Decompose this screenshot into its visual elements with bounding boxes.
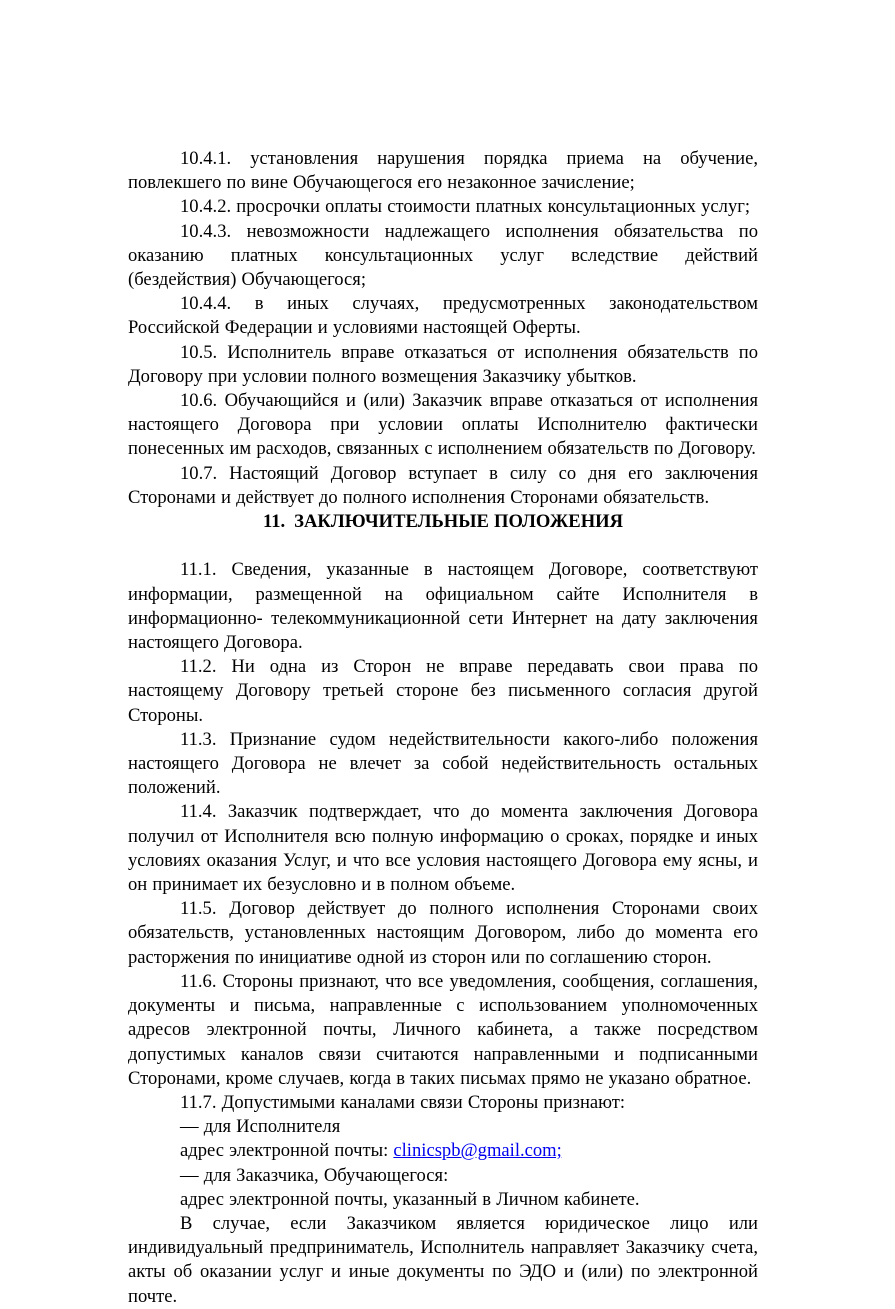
section-11-title: ЗАКЛЮЧИТЕЛЬНЫЕ ПОЛОЖЕНИЯ xyxy=(294,511,624,533)
customer-email-line: адрес электронной почты, указанный в Личном кабинете. xyxy=(180,1188,640,1210)
channel-customer-line: — для Заказчика, Обучающегося: xyxy=(180,1164,449,1186)
executor-email-line xyxy=(128,1139,758,1163)
clause-10-4-3: 10.4.3. невозможности надлежащего исполнения обязательства по оказанию платных консультационных услуг вследствие действий (бездействия) Обучающегося; xyxy=(128,220,758,291)
clause-11-1: 11.1. Сведения, указанные в настоящем Договоре, соответствуют информации, размещенной на официальном сайте Исполнителя в информационно- телекоммуникационной сети Интернет на дату заключения настоящего Договора. xyxy=(128,559,758,654)
final-clause: В случае, если Заказчиком является юридическое лицо или индивидуальный предприниматель, Исполнитель направляет Заказчику счета, акты об оказании услуг и иные документы по ЭДО и (или) по электронной почте. xyxy=(128,1212,758,1307)
clause-11-6: 11.6. Стороны признают, что все уведомления, сообщения, соглашения, документы и письма, направленные с использованием уполномоченных адресов электронной почты, Личного кабинета, а также посредством допустимых каналов связи считаются направленными и подписанными Сторонами, кроме случаев, когда в таких письмах прямо не указано обратное. xyxy=(128,970,758,1089)
channel-executor-line: — для Исполнителя xyxy=(180,1116,341,1138)
executor-email-prefix: адрес электронной почты: xyxy=(180,1140,394,1162)
clause-10-6: 10.6. Обучающийся и (или) Заказчик вправе отказаться от исполнения настоящего Договора при условии оплаты Исполнителю фактически понесенных им расходов, связанных с исполнением обязательств по Договору. xyxy=(128,390,758,460)
clause-10-4-4: 10.4.4. в иных случаях, предусмотренных законодательством Российской Федерации и условиями настоящей Оферты. xyxy=(128,293,758,339)
clause-10-4-1: 10.4.1. установления нарушения порядка приема на обучение, повлекшего по вине Обучающегося его незаконное зачисление; xyxy=(128,148,758,194)
section-11-number: 11. xyxy=(262,511,286,533)
clause-11-7: 11.7. Допустимыми каналами связи Стороны признают: xyxy=(180,1091,626,1113)
clause-11-4: 11.4. Заказчик подтверждает, что до момента заключения Договора получил от Исполнителя всю полную информацию о сроках, порядке и иных условиях оказания Услуг, и что все условия настоящего Договора ему ясны, и он принимает их безусловно и в полном объеме. xyxy=(128,801,758,896)
section-11-heading xyxy=(128,510,758,534)
clause-10-5: 10.5. Исполнитель вправе отказаться от исполнения обязательств по Договору при условии полного возмещения Заказчику убытков. xyxy=(128,341,758,387)
clause-10-4-2: 10.4.2. просрочки оплаты стоимости платных консультационных услуг; xyxy=(180,196,751,218)
executor-email-link[interactable]: clinicspb@gmail.com; xyxy=(393,1140,562,1162)
clause-11-3: 11.3. Признание судом недействительности какого-либо положения настоящего Договора не влечет за собой недействительность остальных положений. xyxy=(128,728,758,799)
clause-10-7: 10.7. Настоящий Договор вступает в силу со дня его заключения Сторонами и действует до полного исполнения Сторонами обязательств. xyxy=(128,462,758,508)
clause-11-2: 11.2. Ни одна из Сторон не вправе передавать свои права по настоящему Договору третьей стороне без письменного согласия другой Стороны. xyxy=(128,656,758,726)
clause-11-5: 11.5. Договор действует до полного исполнения Сторонами своих обязательств, установленных настоящим Договором, либо до момента его расторжения по инициативе одной из сторон или по соглашению сторон. xyxy=(128,898,758,968)
